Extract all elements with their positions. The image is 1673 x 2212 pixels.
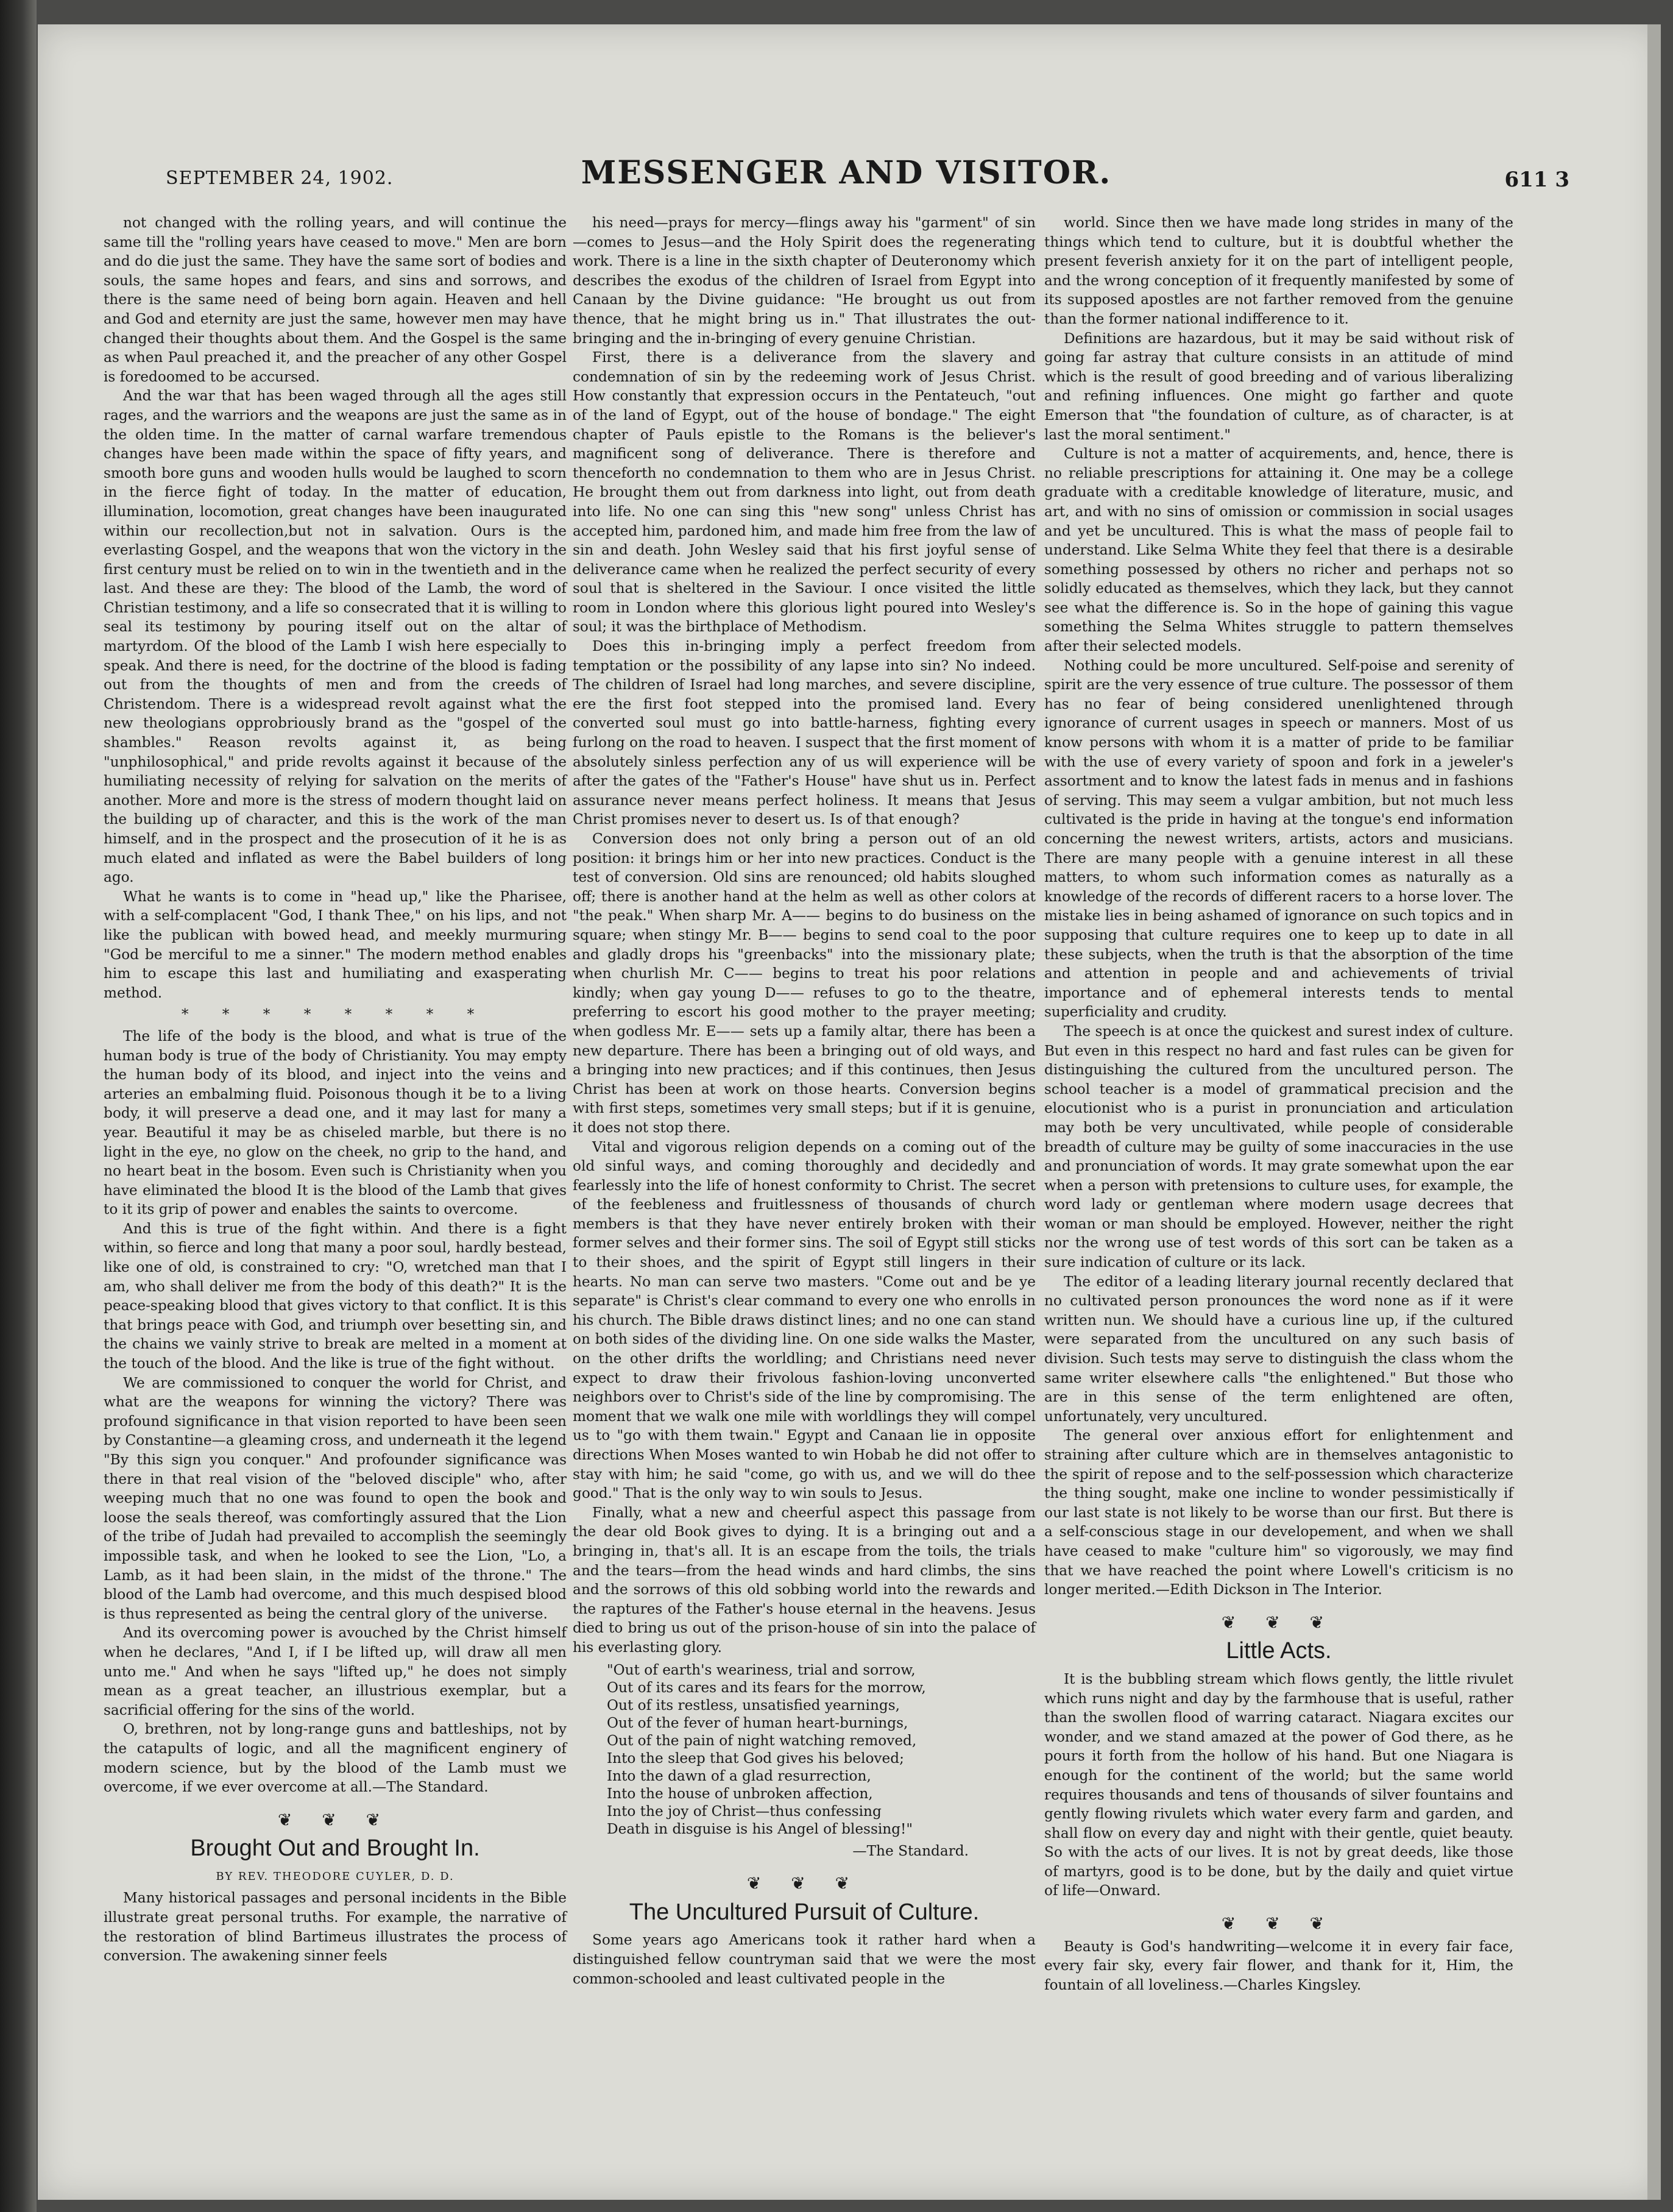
paragraph: Vital and vigorous religion depends on a coming out of the old sinful ways, and coming thoroughly and decidedly and fearlessly into the life of honest conformity to Christ. The secret of the feebleness and fruitlessness of thousands of church members is that they have never entirely broken with their former selves and their former sins. The soil of Egypt still sticks to their shoes, and the spirit of Egypt still lingers in their hearts. No man can serve two masters. "Come out and be ye separate" is Christ's clear command to every one who enrolls in his church. The Bible draws distinct lines; and no one can stand on both sides of the dividing line. On one side walks the Master, on the other drifts the worldling; and Christians need never expect to draw their frivolous fashion-loving unconverted neighbors over to Christ's side of the line by compromising. The moment that we walk one mile with worldlings they will compel us to "go with them twain." Egypt and Canaan lie in opposite directions When Moses wanted to win Hobab he did not offer to stay with him; he said "come, go with us, and we will do thee good." That is the only way to win souls to Jesus. [573, 1138, 1036, 1502]
ornament-divider: ❦ ❦ ❦ [1221, 1913, 1337, 1934]
paragraph: Many historical passages and personal incidents in the Bible illustrate great personal truths. For example, the narrative of the restoration of blind Bartimeus illustrates the process of conversion. The awakening sinner feels [104, 1890, 567, 1965]
paragraph: The general over anxious effort for enlightenment and straining after culture which are in themselves antagonistic to the spirit of repose and to the self-possession which characterize the thing sought, make one incline to wonder pessimistically if our last state is not likely to be worse than our first. But there is a self-conscious stage in our developement, and when we shall have ceased to make "culture him" so vigorously, we may find that we have reached the point where Lowell's criticism is no longer merited.—Edith Dickson in The Interior. [1044, 1427, 1513, 1598]
paragraph: Definitions are hazardous, but it may be said without risk of going far astray that culture consists in an attitude of mind which is the result of good breeding and of various liberalizing and refining influences. One might go farther and quote Emerson that "the foundation of culture, as of character, is at last the moral sentiment." [1044, 330, 1513, 443]
ornament-divider: ❦ ❦ ❦ [1221, 1612, 1337, 1632]
column-1 [104, 213, 567, 1966]
ornament-divider: ❦ ❦ ❦ [746, 1873, 862, 1894]
paragraph: The speech is at once the quickest and surest index of culture. But even in this respect no hard and fast rules can be given for distinguishing the cultured from the uncultured person. The school teacher is a model of grammatical precision and the elocutionist who is a purist in pronunciation and articulation may both be very uncultivated, while people of considerable breadth of culture may be guilty of some inaccuracies in the use and pronunciation of words. It may grate somewhat upon the ear when a person with pretensions to culture uses, for example, the word lady or gentleman where modern usage decrees that woman or man should be employed. However, neither the right nor the wrong use of test words of this sort can be taken as a sure indication of culture or its lack. [1044, 1023, 1513, 1271]
poem-line: Death in disguise is his Angel of blessing!" [607, 1820, 913, 1837]
newspaper-page [38, 24, 1661, 2200]
paragraph: And this is true of the fight within. And there is a fight within, so fierce and long that many a poor soul, hardly bestead, like one of old, is constrained to cry: "O, wretched man that I am, who shall deliver me from the body of this death?" It is the peace-speaking blood that gives victory to that conflict. It is this that brings peace with God, and triumph over besetting sin, and the chains we vainly strive to break are melted in a moment at the touch of the blood. And the like is true of the fight without. [104, 1220, 567, 1372]
poem-line: Into the house of unbroken affection, [607, 1785, 873, 1802]
page-number: 611 3 [1504, 168, 1569, 192]
article-heading: The Uncultured Pursuit of Culture. [629, 1899, 980, 1925]
poem-line: Out of its restless, unsatisfied yearnings, [607, 1696, 900, 1714]
paragraph: We are commissioned to conquer the world for Christ, and what are the weapons for winning the victory? There was profound significance in that vision reported to have been seen by Constantine—a gleaming cross, and underneath it the legend "By this sign you conquer." And profounder significance was there in that real vision of the "beloved disciple" who, after weeping much that no one was found to open the book and loose the seals thereof, was comfortingly assured that the Lion of the tribe of Judah had prevailed to accomplish the seemingly impossible task, and when he looked to see the Lion, "Lo, a Lamb, as it had been slain, in the midst of the throne." The blood of the Lamb had overcome, and this much despised blood is thus represented as being the central glory of the universe. [104, 1374, 567, 1622]
paragraph: O, brethren, not by long-range guns and battleships, not by the catapults of logic, and all the magnificent enginery of modern science, but by the blood of the Lamb must we overcome, if we ever overcome at all.—The Standard. [104, 1721, 567, 1796]
poem-line: "Out of earth's weariness, trial and sorrow, [607, 1661, 916, 1678]
article-heading: Little Acts. [1226, 1638, 1332, 1664]
paragraph: Beauty is God's handwriting—welcome it in every fair face, every fair sky, every fair flower, and thank for it, Him, the fountain of all loveliness.—Charles Kingsley. [1044, 1938, 1513, 1993]
poem-line: Into the sleep that God gives his beloved; [607, 1749, 904, 1767]
paragraph: Conversion does not only bring a person out of an old position: it brings him or her into new practices. Conduct is the test of conversion. Old sins are renounced; old habits sloughed off; there is another hand at the helm as well as other colors at "the peak." When sharp Mr. A—— begins to do business on the square; when stingy Mr. B—— begins to send coal to the poor and gladly drops his "greenbacks" into the missionary plate; when churlish Mr. C—— begins to treat his poor relations kindly; when gay young D—— refuses to go to the theatre, preferring to escort his good mother to the prayer meeting; when godless Mr. E—— sets up a family altar, there has been a new departure. There has been a bringing out of old ways, and a bringing into new practices; and if this continues, then Jesus Christ has been at work on those hearts. Conversion begins with first steps, sometimes very small steps; but if it is genuine, it does not stop there. [573, 831, 1036, 1136]
poem-line: Out of its cares and its fears for the morrow, [607, 1679, 926, 1696]
section-stars: * * * * * * * * [181, 1006, 489, 1023]
paragraph: The life of the body is the blood, and what is true of the human body is true of the body of Christianity. You may empty the human body of its blood, and inject into the veins and arteries an embalming fluid. Poisonous though it be to a living body, it will preserve a dead one, and it may last for many a year. Beautiful it may be as chiseled marble, but there is no light in the eye, no glow on the cheek, no grip to the hand, and no heart beat in the bosom. Even such is Christianity when you have eliminated the blood It is the blood of the Lamb that gives to it its grip of power and enables the saints to overcome. [104, 1027, 567, 1218]
page-edge [1647, 24, 1661, 2200]
paragraph: Nothing could be more uncultured. Self-poise and serenity of spirit are the very essence of true culture. The possessor of them has no fear of being considered unenlightened through ignorance of current usages in speech or manners. Most of us know persons with whom it is a matter of pride to be familiar with the use of every variety of spoon and fork in a jeweler's assortment and to know the latest fads in menus and in fashions of serving. This may seem a vulgar ambition, but not much less cultivated is the pride in having at the tongue's end information concerning the newest writers, artists, actors and musicians. There are many people with a genuine interest in all these matters, to whom such information comes as naturally as a knowledge of the records of different racers to a horse lover. The mistake lies in being ashamed of ignorance on such topics and in supposing that culture requires one to keep up to date in all these subjects, when the truth is that the absorption of the time and attention in people and and achievements of trivial importance and of ephemeral interests tends to mental superficiality and crudity. [1044, 657, 1513, 1021]
paragraph: The editor of a leading literary journal recently declared that no cultivated person pronounces the word none as if it were written nun. We should have a curious line up, if the cultured were separated from the uncultured on any such basis of division. Such tests may serve to distinguish the class whom the same writer elsewhere calls "the enlightened." But those who are in this sense of the term enlightened are often, unfortunately, very uncultured. [1044, 1273, 1513, 1425]
issue-date: SEPTEMBER 24, 1902. [166, 168, 394, 189]
paragraph: Finally, what a new and cheerful aspect this passage from the dear old Book gives to dying. It is a bringing out and a bringing in, that's all. It is an escape from the toils, the trials and the tears—from the head winds and hard climbs, the sins and the sorrows of this old sobbing world into the rewards and the raptures of the Father's house eternal in the heavens. Jesus died to bring us out of the prison-house of sin into the palace of his everlasting glory. [573, 1504, 1036, 1656]
paragraph: What he wants is to come in "head up," like the Pharisee, with a self-complacent "God, I thank Thee," on his lips, and not like the publican with bowed head, and meekly murmuring "God be merciful to me a sinner." The modern method enables him to escape this last and humiliating and exasperating method. [104, 888, 567, 1001]
masthead-title: MESSENGER AND VISITOR. [581, 154, 1112, 191]
book-binding [0, 0, 37, 2212]
paragraph: his need—prays for mercy—flings away his "garment" of sin—comes to Jesus—and the Holy Spirit does the regenerating work. There is a line in the sixth chapter of Deuteronomy which describes the exodus of the children of Israel from Egypt into Canaan by the Divine guidance: "He brought us out from thence, that he might bring us in." That illustrates the out-bringing and the in-bringing of every genuine Christian. [573, 214, 1036, 347]
column-3 [1044, 213, 1513, 1994]
paragraph: And the war that has been waged through all the ages still rages, and the warriors and the weapons are just the same as in the olden time. In the matter of carnal warfare tremendous changes have been made within the space of fifty years, and smooth bore guns and wooden hulls would be laughed to scorn in the fierce fight of today. In the matter of education, illumination, locomotion, great changes have been inaugurated within our recollection,but not in salvation. Ours is the everlasting Gospel, and the weapons that won the victory in the first century must be relied on to win in the twentieth and in the last. And these are they: The blood of the Lamb, the word of Christian testimony, and a life so consecrated that it is willing to seal its testimony by pouring itself out on the altar of martyrdom. Of the blood of the Lamb I wish here especially to speak. And there is need, for the doctrine of the blood is fading out from the thoughts of men and from the creeds of Christendom. There is a widespread revolt against what the new theologians opprobriously brand as the "gospel of the shambles." Reason revolts against it, as being "unphilosophical," and pride revolts against it because of the humiliating necessity of relying for salvation on the merits of another. More and more is the stress of modern thought laid on the building up of character, and this is the work of the man himself, and in the prospect and the prosecution of it he is as much elated and inflated as were the Babel builders of long ago. [104, 388, 567, 886]
column-2 [573, 213, 1036, 1988]
ornament-divider: ❦ ❦ ❦ [277, 1809, 393, 1830]
article-byline: BY REV. THEODORE CUYLER, D. D. [216, 1870, 455, 1883]
page-header [123, 149, 1569, 198]
poem-line: Into the joy of Christ—thus confessing [607, 1803, 882, 1820]
paragraph: It is the bubbling stream which flows gently, the little rivulet which runs night and day by the farmhouse that is useful, rather than the swollen flood of warring cataract. Niagara excites our wonder, and we stand amazed at the power of God there, as he pours it forth from the hollow of his hand. But one Niagara is enough for the continent of the world; but the same world requires thousands and tens of thousands of silver fountains and gently flowing rivulets which water every farm and garden, and shall flow on every day and night with their gentle, quiet beauty. So with the acts of our lives. It is not by great deeds, like those of martyrs, good is to be done, but by the daily and quiet virtue of life—Onward. [1044, 1670, 1513, 1899]
paragraph: not changed with the rolling years, and will continue the same till the "rolling years have ceased to move." Men are born and do die just the same. They have the same sort of bodies and souls, the same hopes and fears, and sins and sorrows, and there is the same need of being born again. Heaven and hell and God and eternity are just the same, however men may have changed their thoughts about them. And the Gospel is the same as when Paul preached it, and the preacher of any other Gospel is foredoomed to be accursed. [104, 214, 567, 385]
poem-line: Out of the fever of human heart-burnings, [607, 1714, 908, 1731]
poem-source: —The Standard. [852, 1842, 969, 1859]
paragraph: Some years ago Americans took it rather hard when a distinguished fellow countryman said that we were the most common-schooled and least cultivated people in the [573, 1932, 1036, 1987]
paragraph: world. Since then we have made long strides in many of the things which tend to culture, but it is doubtful whether the present feverish anxiety for it on the part of intelligent people, and the wrong conception of it frequently manifested by some of its supposed apostles are not farther removed from the genuine than the former national indifference to it. [1044, 214, 1513, 327]
paragraph: Does this in-bringing imply a perfect freedom from temptation or the possibility of any lapse into sin? No indeed. The children of Israel had long marches, and severe discipline, ere the first foot stepped into the promised land. Every converted soul must go into battle-harness, fighting every furlong on the road to heaven. I suspect that the first moment of absolutely sinless perfection any of us will experience will be after the gates of the "Father's House" have shut us in. Perfect assurance never means perfect holiness. It means that Jesus Christ promises never to desert us. Is of that enough? [573, 638, 1036, 828]
poem-line: Into the dawn of a glad resurrection, [607, 1767, 871, 1784]
paragraph: And its overcoming power is avouched by the Christ himself when he declares, "And I, if I be lifted up, will draw all men unto me." And when he says "lifted up," he does not simply mean as a great teacher, an illustrious exemplar, but a sacrificial offering for the sins of the world. [104, 1625, 567, 1718]
article-heading: Brought Out and Brought In. [190, 1835, 480, 1862]
paragraph: Culture is not a matter of acquirements, and, hence, there is no reliable prescriptions for attaining it. One may be a college graduate with a creditable knowledge of literature, music, and art, and with no sins of omission or commission in social usages and yet be uncultured. This is what the mass of people fail to understand. Like Selma White they feel that there is a desirable something possessed by others no richer and perhaps not so solidly educated as themselves, which they lack, but they cannot see what the difference is. So in the hope of gaining this vague something the Selma Whites struggle to pattern themselves after their selected models. [1044, 445, 1513, 655]
paragraph: First, there is a deliverance from the slavery and condemnation of sin by the redeeming work of Jesus Christ. How constantly that expression occurs in the Pentateuch, "out of the land of Egypt, out of the house of bondage." The eight chapter of Pauls epistle to the Romans is the believer's magnificent song of deliverance. There is therefore and thenceforth no condemnation to them who are in Jesus Christ. He brought them out from darkness into light, out from death into life. No one can sing this "new song" unless Christ has accepted him, pardoned him, and made him free from the law of sin and death. John Wesley said that his first joyful sense of deliverance came when he realized the perfect security of every soul that is sheltered in the Saviour. I once visited the little room in London where this glorious light poured into Wesley's soul; it was the birthplace of Methodism. [573, 349, 1036, 636]
poem-line: Out of the pain of night watching removed, [607, 1732, 917, 1749]
poem [607, 1661, 1036, 1838]
